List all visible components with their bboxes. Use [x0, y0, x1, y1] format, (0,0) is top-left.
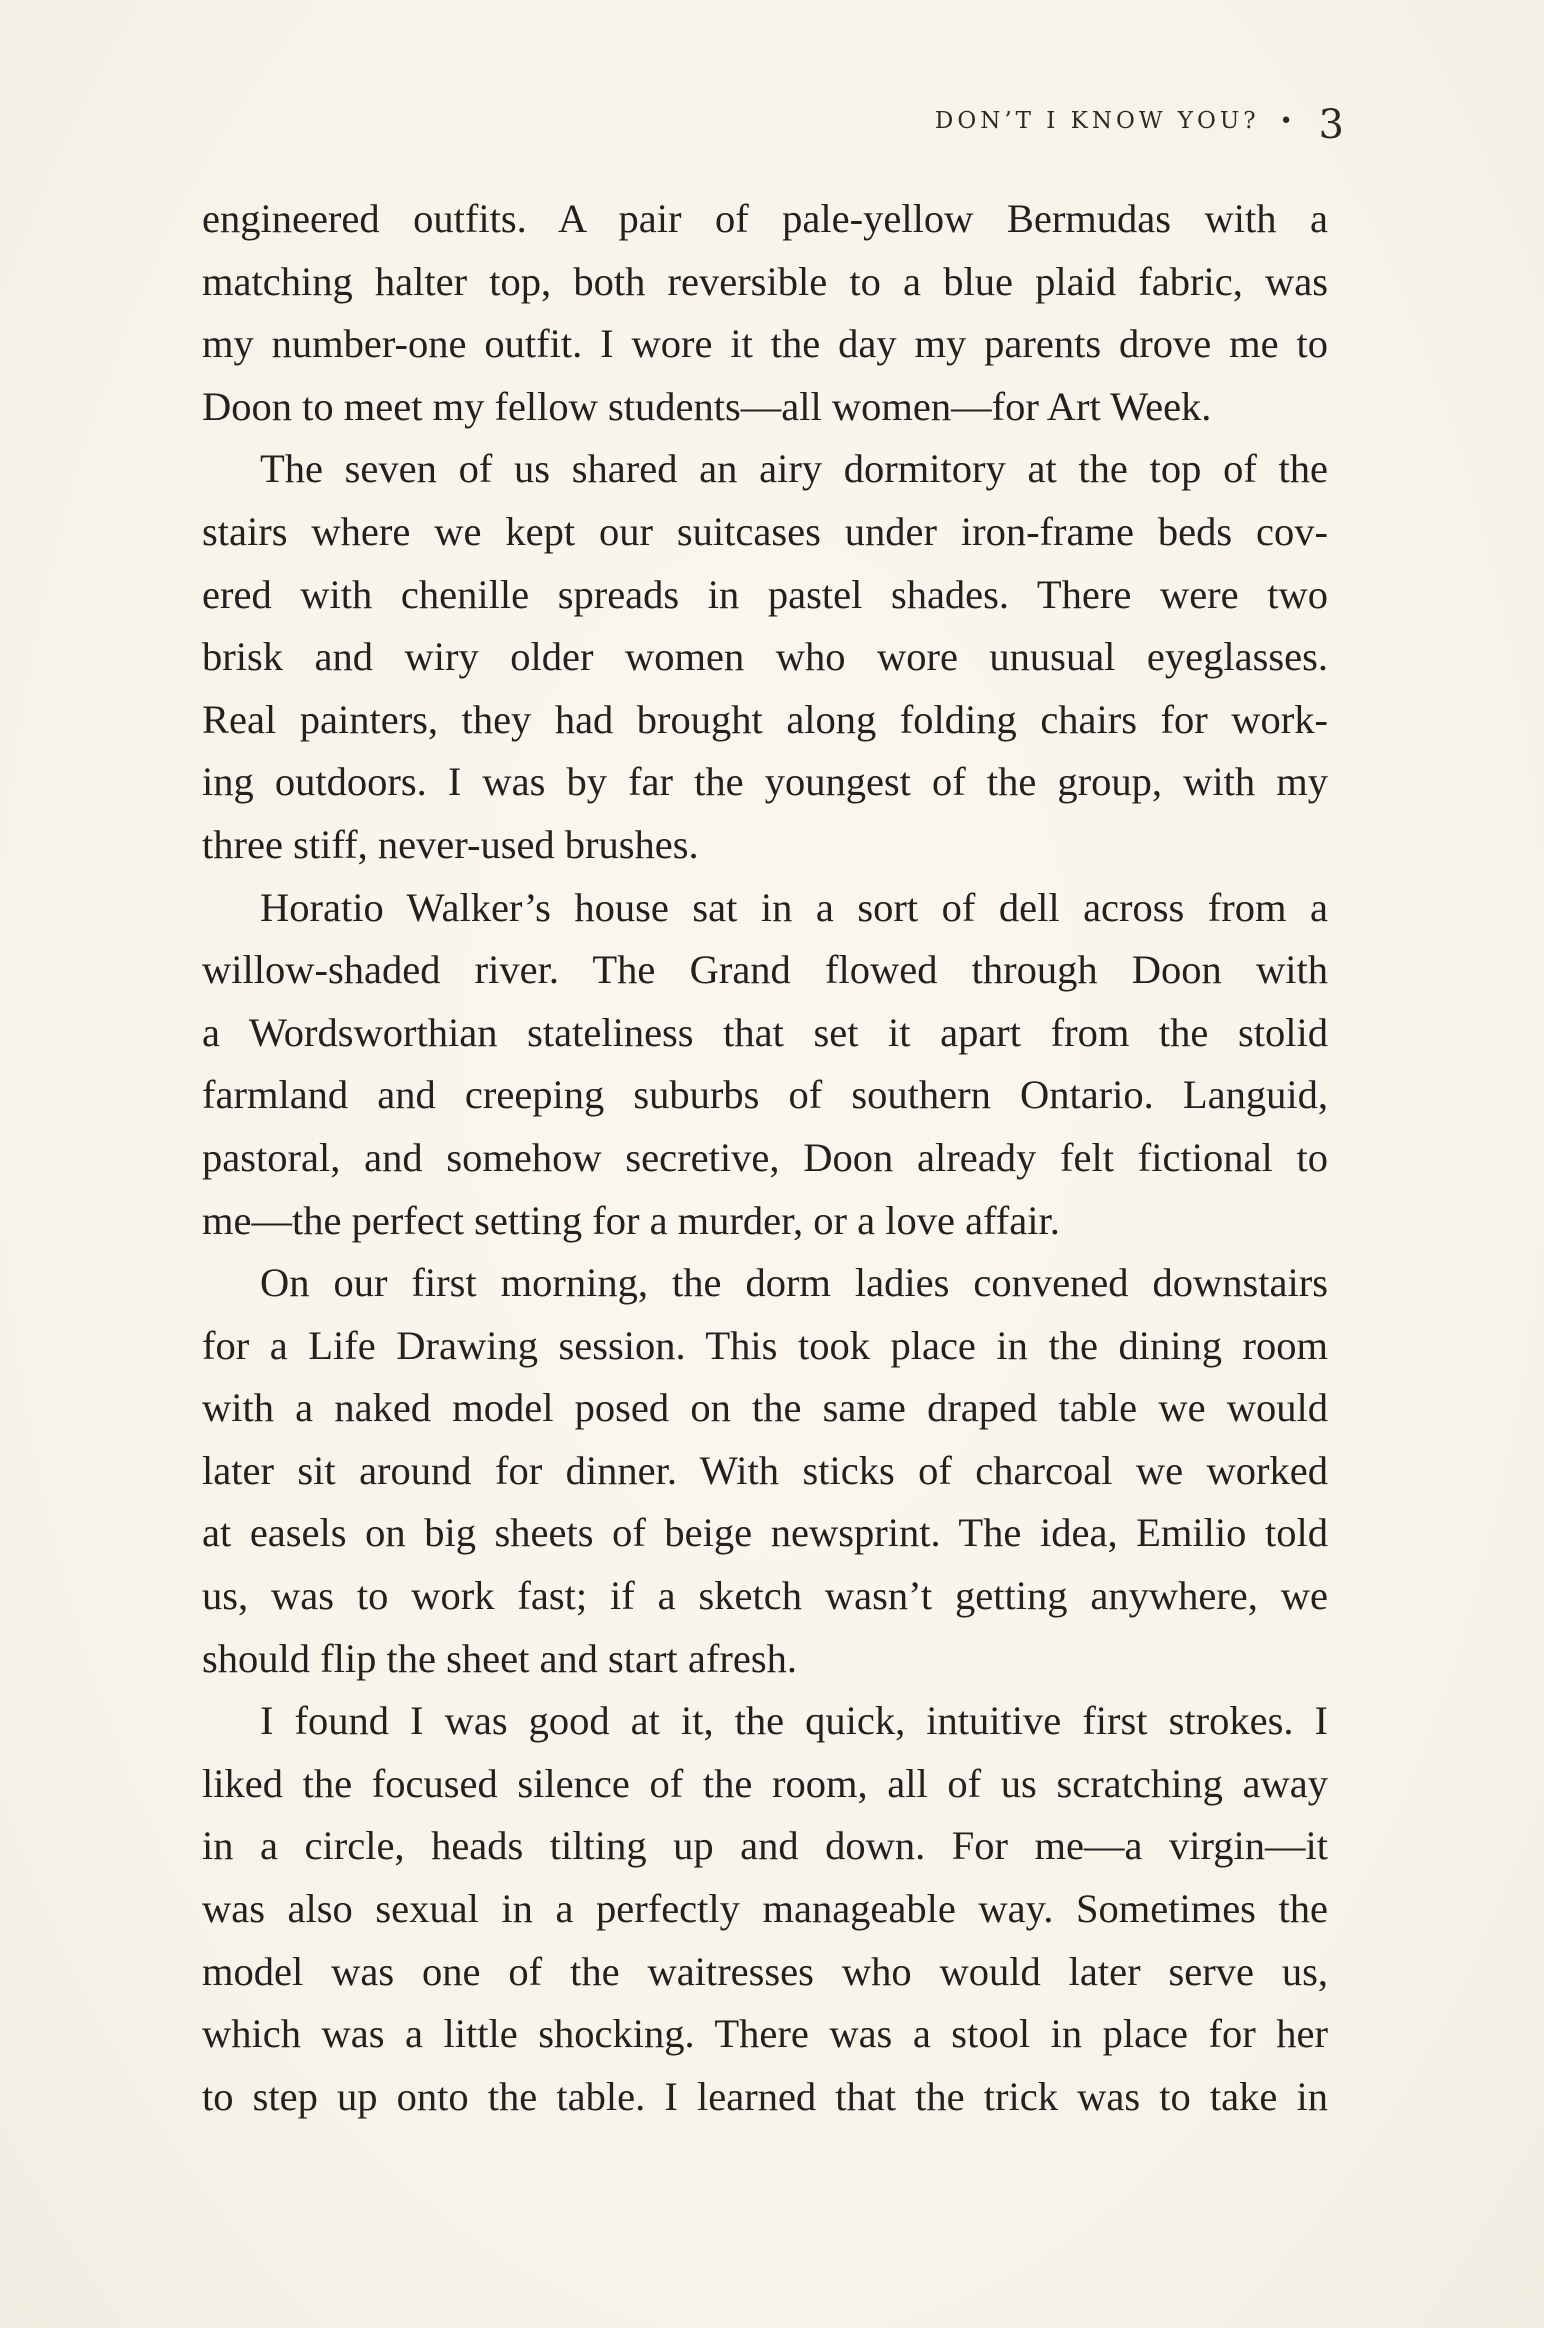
- text-line: brisk and wiry older women who wore unusual eyeglasses.: [202, 634, 1328, 680]
- body-text: [202, 188, 1328, 2128]
- text-line: my number-one outfit. I wore it the day my parents drove me to: [202, 321, 1328, 367]
- text-line: me—the perfect setting for a murder, or a love affair.: [202, 1197, 1060, 1243]
- paragraph: [202, 1252, 1328, 1690]
- paragraph: [202, 1690, 1328, 2128]
- text-line: at easels on big sheets of beige newsprint. The idea, Emilio told: [202, 1510, 1328, 1556]
- text-line: engineered outfits. A pair of pale-yellow Bermudas with a: [202, 196, 1328, 241]
- running-head-title: DON’T I KNOW YOU?: [934, 108, 1260, 134]
- text-line: us, was to work fast; if a sketch wasn’t getting anywhere, we: [202, 1573, 1328, 1619]
- running-head: [934, 92, 1344, 148]
- text-line: I found I was good at it, the quick, intuitive first strokes. I: [260, 1698, 1328, 1744]
- text-line: farmland and creeping suburbs of southern Ontario. Languid,: [202, 1072, 1328, 1118]
- text-line: to step up onto the table. I learned that the trick was to take in: [202, 2073, 1328, 2119]
- page-number: 3: [1318, 102, 1344, 148]
- text-line: a Wordsworthian stateliness that set it apart from the stolid: [202, 1009, 1328, 1055]
- text-line: willow-shaded river. The Grand flowed through Doon with: [202, 947, 1328, 993]
- running-head-separator: •: [1279, 109, 1297, 134]
- text-line: The seven of us shared an airy dormitory at the top of the: [260, 446, 1328, 492]
- text-line: three stiff, never-used brushes.: [202, 821, 699, 867]
- paragraph: [202, 877, 1328, 1253]
- text-line: On our first morning, the dorm ladies convened downstairs: [260, 1260, 1328, 1306]
- text-line: later sit around for dinner. With sticks of charcoal we worked: [202, 1447, 1328, 1493]
- text-line: model was one of the waitresses who would later serve us,: [202, 1948, 1328, 1994]
- text-line: should flip the sheet and start afresh.: [202, 1635, 797, 1681]
- text-line: Doon to meet my fellow students—all women—for Art Week.: [202, 383, 1212, 429]
- text-line: Horatio Walker’s house sat in a sort of dell across from a: [260, 884, 1328, 930]
- text-line: which was a little shocking. There was a stool in place for her: [202, 2011, 1328, 2057]
- text-line: was also sexual in a perfectly manageable way. Sometimes the: [202, 1886, 1328, 1932]
- text-line: liked the focused silence of the room, all of us scratching away: [202, 1760, 1328, 1806]
- text-line: ered with chenille spreads in pastel shades. There were two: [202, 571, 1328, 617]
- text-line: pastoral, and somehow secretive, Doon already felt fictional to: [202, 1134, 1328, 1180]
- text-line: matching halter top, both reversible to a blue plaid fabric, was: [202, 258, 1328, 304]
- text-line: stairs where we kept our suitcases under iron-frame beds cov-: [202, 508, 1328, 554]
- text-line: ing outdoors. I was by far the youngest of the group, with my: [202, 759, 1328, 805]
- paragraph: [202, 188, 1328, 438]
- paragraph: [202, 438, 1328, 876]
- text-line: Real painters, they had brought along folding chairs for work-: [202, 696, 1328, 742]
- text-line: in a circle, heads tilting up and down. For me—a virgin—it: [202, 1823, 1328, 1869]
- text-line: for a Life Drawing session. This took place in the dining room: [202, 1322, 1328, 1368]
- text-line: with a naked model posed on the same draped table we would: [202, 1385, 1328, 1431]
